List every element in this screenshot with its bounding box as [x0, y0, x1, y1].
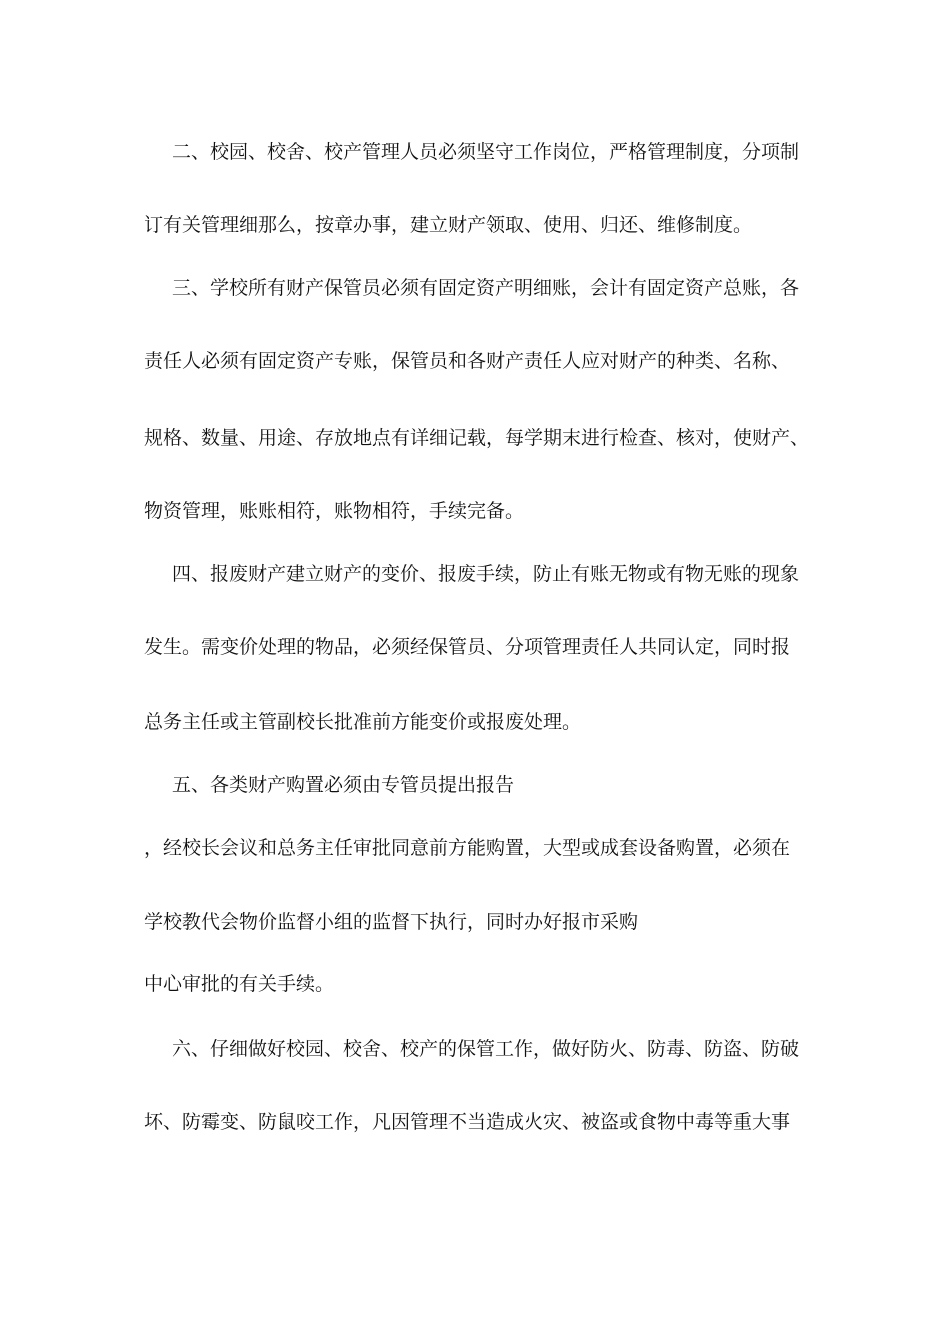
- paragraph-4-line-1: 四、报废财产建立财产的变价、报废手续，防止有账无物或有物无账的现象: [172, 563, 800, 585]
- paragraph-3-line-4: 物资管理，账账相符，账物相符，手续完备。: [144, 500, 525, 522]
- paragraph-2-line-2: 订有关管理细那么，按章办事，建立财产领取、使用、归还、维修制度。: [144, 214, 753, 236]
- paragraph-3-line-3: 规格、数量、用途、存放地点有详细记载，每学期末进行检查、核对，使财产、: [144, 427, 810, 449]
- paragraph-5-line-2: ，经校长会议和总务主任审批同意前方能购置，大型或成套设备购置，必须在: [144, 837, 791, 859]
- paragraph-4-line-2: 发生。需变价处理的物品，必须经保管员、分项管理责任人共同认定，同时报: [144, 636, 791, 658]
- paragraph-5-line-1: 五、各类财产购置必须由专管员提出报告: [172, 774, 515, 796]
- paragraph-3-line-1: 三、学校所有财产保管员必须有固定资产明细账，会计有固定资产总账，各: [172, 277, 800, 299]
- paragraph-6-line-1: 六、仔细做好校园、校舍、校产的保管工作，做好防火、防毒、防盗、防破: [172, 1038, 800, 1060]
- paragraph-5-line-3: 学校教代会物价监督小组的监督下执行，同时办好报市采购: [144, 911, 639, 933]
- paragraph-4-line-3: 总务主任或主管副校长批准前方能变价或报废处理。: [144, 711, 582, 733]
- paragraph-5-line-4: 中心审批的有关手续。: [144, 973, 335, 995]
- paragraph-2-line-1: 二、校园、校舍、校产管理人员必须坚守工作岗位，严格管理制度，分项制: [172, 141, 800, 163]
- paragraph-3-line-2: 责任人必须有固定资产专账，保管员和各财产责任人应对财产的种类、名称、: [144, 350, 791, 372]
- paragraph-6-line-2: 坏、防霉变、防鼠咬工作，凡因管理不当造成火灾、被盗或食物中毒等重大事: [144, 1111, 791, 1133]
